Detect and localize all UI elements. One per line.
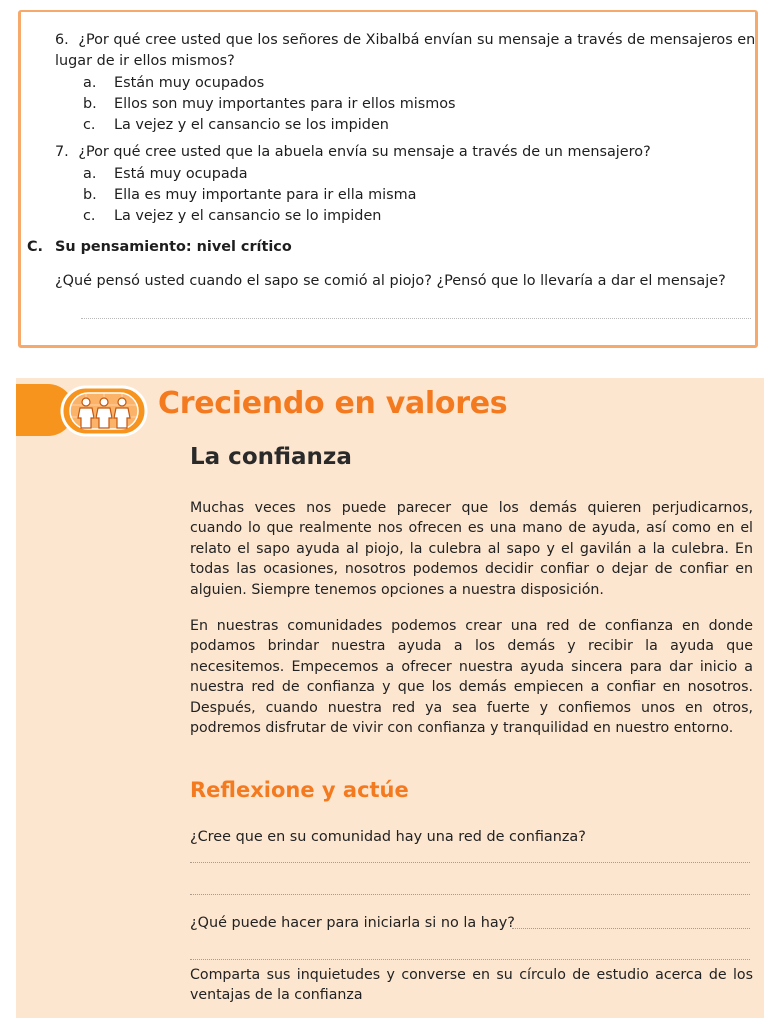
option-letter: a. — [83, 75, 97, 91]
question-6-text: ¿Por qué cree usted que los señores de Xibalbá envían su mensaje a través de mensajeros en — [78, 32, 756, 48]
answer-line[interactable] — [190, 959, 750, 960]
question-6-option-a — [83, 73, 264, 93]
people-group-icon — [40, 383, 150, 439]
option-letter: c. — [83, 117, 96, 133]
option-letter: a. — [83, 166, 97, 182]
reflect-instruction: Comparta sus inquietudes y converse en su círculo de estudio acerca de los ventajas de la confianza — [190, 967, 753, 1004]
option-text: La vejez y el cansancio se los impiden — [114, 117, 389, 133]
section-title: Creciendo en valores — [158, 386, 508, 421]
answer-line[interactable] — [190, 862, 750, 863]
option-letter: c. — [83, 208, 96, 224]
answer-line[interactable] — [512, 928, 750, 929]
answer-line[interactable] — [190, 894, 750, 895]
question-7-option-c — [83, 206, 381, 226]
values-section — [16, 378, 764, 1018]
question-7-option-a — [83, 164, 248, 184]
section-c-heading — [27, 237, 292, 257]
question-6-line2: lugar de ir ellos mismos? — [55, 53, 235, 69]
question-7 — [55, 142, 651, 162]
reflect-question-2: ¿Qué puede hacer para iniciarla si no la hay? — [190, 915, 515, 931]
question-6-number: 6. — [55, 32, 69, 48]
reflect-title: Reflexione y actúe — [190, 778, 409, 802]
section-c-letter: C. — [27, 239, 44, 255]
paragraph-1: Muchas veces nos puede parecer que los demás quieren perjudicarnos, cuando lo que realmente nos ofrecen es una mano de ayuda, así como en el relato el sapo ayuda al piojo, la culebra al sapo y el gavilán a la culebra. En todas las ocasiones, nosotros podemos decidir confiar o dejar de confiar en alguien. Siempre tenemos opciones a nuestra disposición. — [190, 500, 753, 598]
option-text: La vejez y el cansancio se lo impiden — [114, 208, 382, 224]
question-6-option-b — [83, 94, 456, 114]
option-letter: b. — [83, 96, 97, 112]
subsection-title: La confianza — [190, 444, 352, 470]
option-text: Ella es muy importante para ir ella misma — [114, 187, 417, 203]
paragraph-2: En nuestras comunidades podemos crear una red de confianza en donde podamos brindar nuestra ayuda a los demás y recibir la ayuda que necesitemos. Empecemos a ofrecer nuestra ayuda sincera para dar inicio a nuestra red de confianza y que los demás empiecen a confiar en nosotros. Después, cuando nuestra red ya sea fuerte y confiemos unos en otros, podremos disfrutar de vivir con confianza y tranquilidad en nuestro entorno. — [190, 618, 753, 737]
answer-line[interactable] — [81, 318, 751, 319]
option-text: Está muy ocupada — [114, 166, 248, 182]
section-c-question: ¿Qué pensó usted cuando el sapo se comió al piojo? ¿Pensó que lo llevaría a dar el mensaje? — [55, 273, 726, 289]
option-letter: b. — [83, 187, 97, 203]
question-6-option-c — [83, 115, 389, 135]
section-c-title: Su pensamiento: nivel crítico — [55, 239, 292, 255]
question-7-text: ¿Por qué cree usted que la abuela envía su mensaje a través de un mensajero? — [78, 144, 651, 160]
option-text: Ellos son muy importantes para ir ellos mismos — [114, 96, 456, 112]
question-7-number: 7. — [55, 144, 69, 160]
questions-box — [18, 10, 758, 348]
question-7-option-b — [83, 185, 417, 205]
question-6-line1 — [55, 30, 755, 50]
option-text: Están muy ocupados — [114, 75, 265, 91]
reflect-question-1: ¿Cree que en su comunidad hay una red de confianza? — [190, 829, 586, 845]
